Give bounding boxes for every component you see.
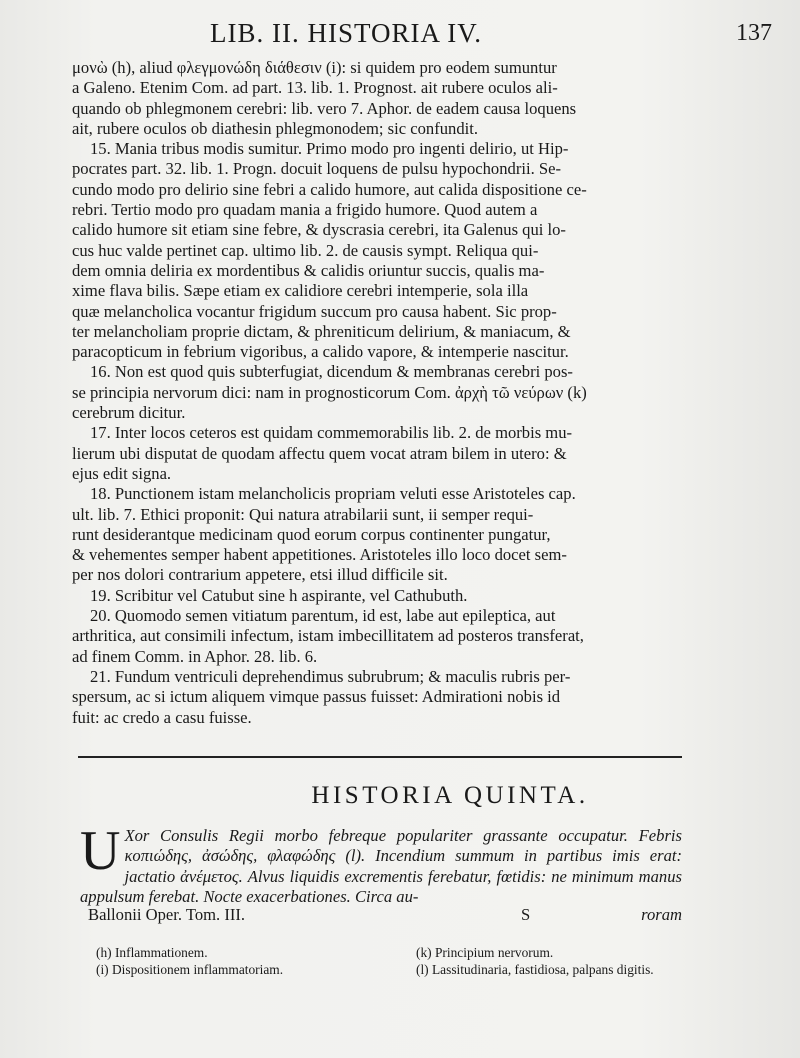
text-line: cundo modo pro delirio sine febri a calido humore, aut calida dispositione ce-: [72, 179, 587, 199]
story-paragraph: [80, 820, 682, 907]
text-line: calido humore sit etiam sine febre, & dyscrasia cerebri, ita Galenus qui lo-: [72, 220, 566, 240]
sheet-mark: S: [521, 905, 531, 924]
text-line: μονὼ (h), aliud φλεγμονώδη διάθεσιν (i): si quidem pro eodem sumuntur: [72, 58, 557, 77]
text-line: arthritica, aut consimili infectum, istam imbecillitatem ad posteros transferat,: [72, 626, 584, 646]
text-line: runt desiderantque medicinam quod eorum corpus continenter pungatur,: [72, 524, 551, 544]
section-divider: [78, 756, 682, 758]
page-number: 137: [736, 20, 772, 46]
text-line: 19. Scribitur vel Catubut sine h aspirante, vel Cathubuth.: [90, 585, 468, 605]
running-title: LIB. II. HISTORIA IV.: [210, 18, 483, 48]
text-line: ult. lib. 7. Ethici proponit: Qui natura atrabilarii sunt, ii semper requi-: [72, 504, 534, 524]
signature: Ballonii Oper. Tom. III.: [88, 905, 246, 924]
text-line: 16. Non est quod quis subterfugiat, dicendum & membranas cerebri pos-: [90, 362, 573, 382]
text-line: se principia nervorum dici: nam in prognosticorum Com. ἀρχὴ τῶ νεύρων (k): [72, 382, 587, 402]
text-line: spersum, ac si ictum aliquem vimque passus fuisset: Admirationi nobis id: [72, 687, 561, 707]
footnote-k: (k) Principium nervorum.: [416, 945, 554, 960]
running-head: [0, 18, 800, 52]
text-line: cerebrum dicitur.: [72, 403, 186, 423]
text-line: quæ melancholica vocantur frigidum succum pro causa habent. Sic prop-: [72, 301, 557, 321]
text-line: dem omnia deliria ex mordentibus & calidis oriuntur succis, qualis ma-: [72, 260, 545, 280]
footnote-l: (l) Lassitudinaria, fastidiosa, palpans digitis.: [416, 962, 654, 977]
text-line: pocrates part. 32. lib. 1. Progn. docuit loquens de pulsu hypochondrii. Se-: [72, 159, 561, 179]
text-line: fuit: ac credo a casu fuisse.: [72, 707, 252, 727]
text-line: quando ob phlegmonem cerebri: lib. vero 7. Aphor. de eadem causa loquens: [72, 98, 577, 118]
footnote-i: (i) Dispositionem inflammatoriam.: [96, 962, 284, 977]
text-line: ait, rubere oculos ob diathesin phlegmonodem; sic confundit.: [72, 118, 478, 138]
footnote-h: (h) Inflammationem.: [96, 945, 208, 960]
signature-line: [80, 905, 682, 927]
catchword: roram: [641, 905, 682, 924]
text-line: ejus edit signa.: [72, 463, 172, 483]
text-line: rebri. Tertio modo pro quadam mania a frigido humore. Quod autem a: [72, 200, 538, 220]
text-line: 21. Fundum ventriculi deprehendimus subrubrum; & maculis rubris per-: [90, 666, 571, 686]
text-line: a Galeno. Etenim Com. ad part. 13. lib. 1. Prognost. ait rubere oculos ali-: [72, 78, 558, 98]
text-line: lierum ubi disputat de quodam affectu quem vocat atram bilem in utero: &: [72, 443, 567, 463]
text-line: xime flava bilis. Sæpe etiam ex calidiore cerebri intemperie, sola illa: [72, 281, 529, 301]
text-line: 15. Mania tribus modis sumitur. Primo modo pro ingenti delirio, ut Hip-: [90, 139, 569, 159]
drop-cap: U: [80, 820, 121, 882]
main-text: [72, 58, 682, 728]
text-line: & vehementes semper habent appetitiones. Aristoteles illo loco docet sem-: [72, 545, 567, 565]
text-line: 18. Punctionem istam melancholicis propriam veluti esse Aristoteles cap.: [90, 484, 576, 504]
text-line: per nos dolori contrarium appetere, etsi illud difficile sit.: [72, 565, 448, 585]
story-text: Xor Consulis Regii morbo febreque populariter grassante occupatur. Febris κοπιώδης, ἀσώδης, φλαφώδης (l). Incendium summum in partibus imis erat: jactatio ἀνέμετος. Alvus liquidis excrementis ferebatur, fœtidis: ne minimum manus appulsum ferebat. Nocte exacerbationes. Circa au-: [80, 826, 682, 906]
text-line: paracopticum in febrium vigoribus, a calido vapore, & intemperie nascitur.: [72, 342, 569, 362]
text-line: ad finem Comm. in Aphor. 28. lib. 6.: [72, 646, 318, 666]
text-line: cus huc valde pertinet cap. ultimo lib. 2. de causis sympt. Reliqua qui-: [72, 240, 539, 260]
section-title: HISTORIA QUINTA.: [311, 782, 589, 809]
text-line: 17. Inter locos ceteros est quidam commemorabilis lib. 2. de morbis mu-: [90, 423, 573, 443]
text-line: ter melancholiam proprie dictam, & phreniticum delirium, & maniacum, &: [72, 321, 571, 341]
text-line: 20. Quomodo semen vitiatum parentum, id est, labe aut epileptica, aut: [90, 606, 556, 626]
